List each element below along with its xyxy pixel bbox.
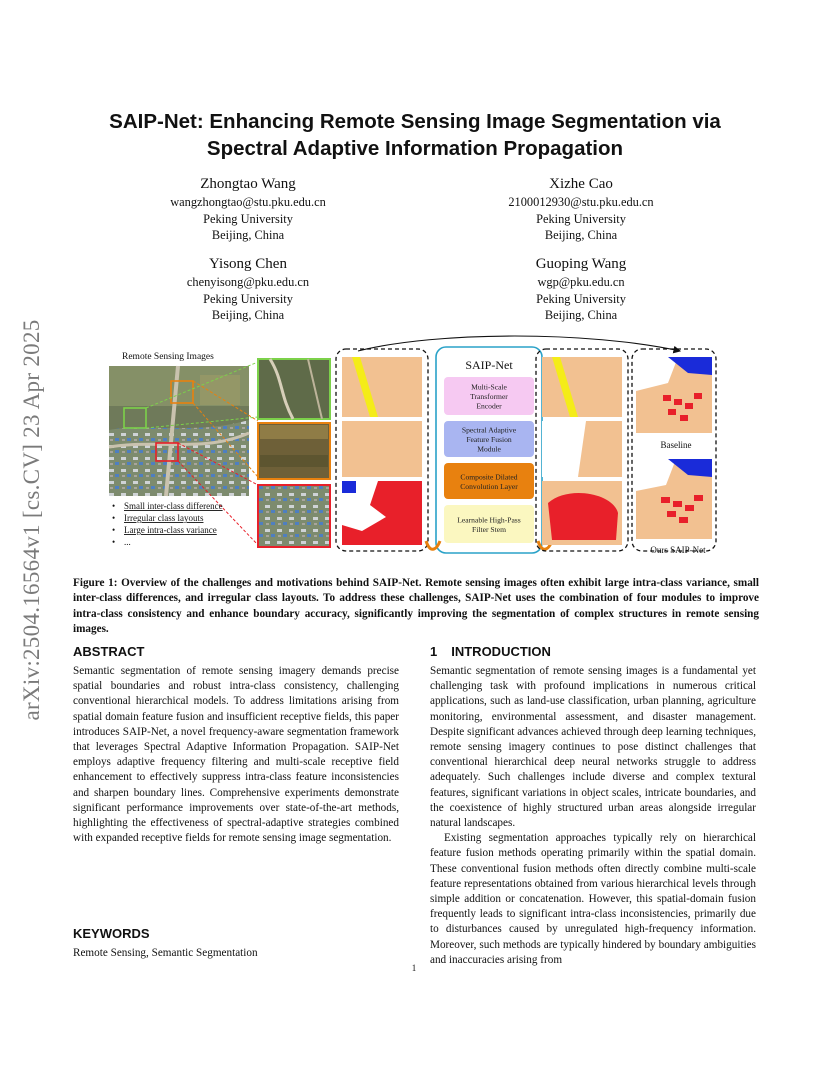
satellite-image: [109, 366, 249, 496]
output-map-buildings: [542, 481, 622, 545]
author-affiliation: Peking University: [203, 291, 293, 306]
zoom-crop-green: [258, 359, 330, 419]
author-affiliation: Peking University: [536, 211, 626, 226]
bullet-item: Irregular class layouts: [124, 513, 204, 523]
author-email: chenyisong@pku.edu.cn: [186, 275, 310, 289]
author-email: wgp@pku.edu.cn: [537, 275, 625, 289]
page-number: 1: [411, 963, 417, 973]
author-name: Yisong Chen: [209, 256, 287, 272]
module-label: Module: [477, 444, 501, 454]
module-stack: [444, 377, 534, 543]
module-label: Feature Fusion: [466, 435, 512, 444]
section-number: 1: [430, 644, 438, 659]
abstract-heading: ABSTRACT: [73, 644, 145, 659]
author-affiliation: Peking University: [536, 291, 626, 306]
keywords-text: Remote Sensing, Semantic Segmentation: [73, 947, 258, 959]
module-label: Convolution Layer: [460, 481, 518, 491]
baseline-label: Baseline: [660, 440, 692, 450]
saip-net-title: SAIP-Net: [465, 358, 513, 372]
module-label: Encoder: [476, 401, 502, 411]
baseline-result: [636, 357, 712, 433]
module-label: Filter Stem: [472, 524, 506, 534]
arxiv-identifier-text: arXiv:2504.16564v1 [cs.CV] 23 Apr 2025: [19, 319, 44, 721]
figure-overview: [108, 335, 718, 570]
author-location: Beijing, China: [544, 228, 618, 242]
keywords-heading: KEYWORDS: [73, 926, 150, 941]
input-label: Remote Sensing Images: [122, 352, 214, 362]
author-name: Zhongtao Wang: [200, 176, 296, 192]
author-location: Beijing, China: [211, 308, 285, 322]
author-name: Guoping Wang: [535, 256, 627, 272]
author-email: 2100012930@stu.pku.edu.cn: [508, 195, 654, 209]
intro-paragraph-1: Semantic segmentation of remote sensing images is a fundamental yet challenging task with profound implications in numerous critical applications, such as land-use classification, urban planning, agriculture monitoring, environmental assessment, and disaster management. Despite significant advances achieved through deep learning techniques, remote sensing imagery continues to pose distinct challenges that conventional hierarchical deep neural networks struggle to address adequately. Such challenges include diverse and complex textural features, significant variations in object scales, intricate boundaries, and the coexistence of highly structured urban areas alongside irregular natural landscapes.: [430, 665, 756, 830]
introduction-heading: [430, 644, 551, 659]
bullet-dot: •: [112, 513, 116, 523]
module-label: Learnable High-Pass: [457, 515, 521, 525]
author-email: wangzhongtao@stu.pku.edu.cn: [170, 195, 326, 209]
arxiv-identifier: [14, 285, 50, 755]
module-label: Transformer: [470, 392, 508, 401]
author-block-1: [128, 174, 368, 244]
abstract-paragraph: Semantic segmentation of remote sensing imagery demands precise spatial boundaries and robust intra-class consistency, challenging conventional hierarchical models. To address limitations arising from spatial domain feature fusion and insufficient receptive fields, this paper introduces SAIP-Net, a novel frequency-aware segmentation framework that leverages Spectral Adaptive Information Propagation. SAIP-Net employs adaptive frequency filtering and multi-scale receptive field enhancement to effectively suppress intra-class feature inconsistencies and sharpen boundary lines. Comprehensive experiments demonstrate significant performance improvements over state-of-the-art methods, highlighting the effectiveness of spectral-adaptive strategies combined with expanded receptive fields for remote sensing image segmentation.: [73, 665, 399, 845]
ours-label: Ours SAIP-Net: [650, 545, 706, 555]
intro-paragraph-2: Existing segmentation approaches typically rely on hierarchical feature fusion methods operating primarily within the spatial domain. These conventional fusion methods often directly combine multi-scale feature representations obtained from various hierarchical levels through simple addition or concatenation. However, this spatial-domain fusion frequently leads to significant intra-class inconsistencies, primarily due to disturbances caused by unregulated high-frequency information. Moreover, such methods are typically hindered by boundary ambiguities and inaccuracies arising from: [430, 832, 756, 966]
output-map-road: [542, 357, 622, 417]
abstract-text: [73, 664, 399, 846]
output-map-field: [542, 421, 622, 477]
feature-map-field: [342, 421, 422, 477]
challenge-list: [112, 501, 223, 547]
author-name: Xizhe Cao: [549, 176, 613, 192]
module-label: Composite Dilated: [460, 472, 518, 482]
zoom-crop-red: [258, 485, 330, 547]
author-block-3: [128, 254, 368, 324]
author-block-4: [461, 254, 701, 324]
figure-caption: Figure 1: Overview of the challenges and motivations behind SAIP-Net. Remote sensing images often exhibit large intra-class variance, small inter-class differences, and irregular class layouts. To address these challenges, SAIP-Net uses the combination of four modules to improve intra-class consistency and enhance boundary accuracy, significantly improving the segmentation of complex structures in remote sensing images.: [73, 577, 759, 635]
bullet-item: ...: [124, 537, 131, 547]
module-label: Spectral Adaptive: [461, 425, 517, 435]
author-block-2: [461, 174, 701, 244]
feature-map-buildings: [342, 481, 422, 545]
author-location: Beijing, China: [211, 228, 285, 242]
bullet-dot: •: [112, 501, 116, 511]
zoom-crop-orange: [258, 423, 330, 479]
skip-arrow: [358, 336, 680, 351]
feature-map-road: [342, 357, 422, 417]
module-label: Multi-Scale: [471, 382, 507, 392]
section-title: INTRODUCTION: [451, 644, 551, 659]
introduction-text: [430, 664, 756, 968]
paper-title: SAIP-Net: Enhancing Remote Sensing Image Segmentation via Spectral Adaptive Information Propagation: [109, 110, 721, 160]
bullet-dot: •: [112, 525, 116, 535]
bullet-dot: •: [112, 537, 116, 547]
bullet-item: Small inter-class difference: [124, 501, 223, 511]
bullet-item: Large intra-class variance: [124, 525, 217, 535]
ours-result: [636, 459, 712, 539]
author-affiliation: Peking University: [203, 211, 293, 226]
author-location: Beijing, China: [544, 308, 618, 322]
